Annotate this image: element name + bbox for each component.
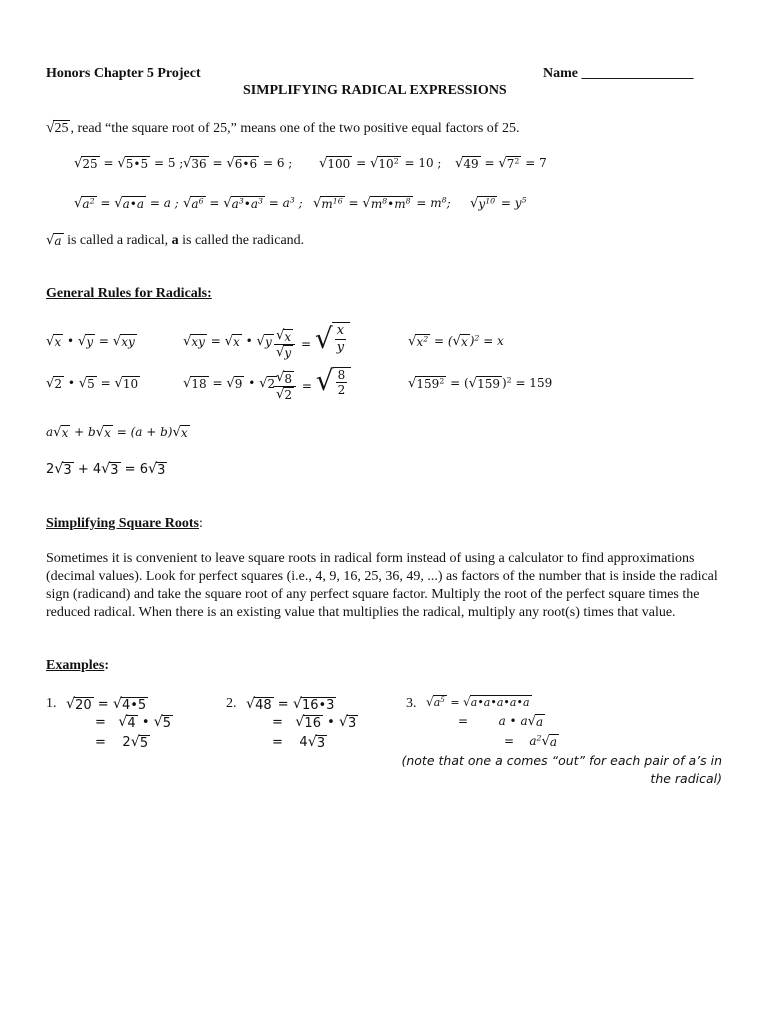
rule-product-example: √ 2 • √ 5 = √ 10 [46,376,139,392]
intro-sentence: , read “the square root of 25,” means one of the two positive equal factors of 25. [70,121,520,136]
rules-heading: General Rules for Radicals: [46,286,212,301]
rule-like-terms: a √ x + b √ x = (a + b) √ x [46,425,188,441]
ex-sqrt-a2: √ $a^2$ = √ a•a = a ; [74,196,179,212]
example-2-line-1: √ 48 = √ 16•3 [246,696,335,713]
rule-square: √ $x^2$ = ( √ x )$^2$ = x [408,333,504,350]
example-3-note-line-1: (note that one a comes “out” for each pair of a’s in [401,753,722,768]
example-2-line-3: = 4 √ 3 [272,734,326,751]
rule-like-terms-example: 2 √ 3 + 4 √ 3 = 6 √ 3 [46,461,166,478]
rule-quotient: √ x √ y = √ $\frac{x}{y}$ [272,322,350,361]
example-1-line-2: = √ 4 • √ 5 [95,714,172,731]
example-1-line-1: √ 20 = √ 4•5 [66,696,147,713]
ex-sqrt25: √ 25 = √ 5•5 = 5 ; [74,156,184,172]
example-3-line-1: √ $a^5$ = √ a•a•a•a•a [426,695,530,710]
rule-split-example: √ 18 = √ 9 • √ 2 [183,376,276,392]
ex-sqrt-m16: √ $m^{16}$ = √ $m^8•m^8$ = $m^8$; [313,195,451,212]
ex-sqrt49: √ 49 = √ $7^2$ = 7 [455,156,547,172]
example-3-line-3: = $a^2$ √ a [504,733,558,750]
intro-line [46,119,519,138]
example-1-line-3: = 2 √ 5 [95,734,149,751]
ex-sqrt-a6: √ $a^6$ = √ $a^3•a^3$ = $a^3$ ; [183,195,303,212]
simplifying-paragraph: Sometimes it is convenient to leave square roots in radical form instead of using a calculator to find approximations (decimal values). Look for perfect squares (i.e., 4, 9, 16, 25, 36, 49, ...) as factors of the number that is inside the radical sign (radicand) and take the square root of any perfect square factor. Multiply the root of the perfect square times the reduced radical. When there is an existing value that multiplies the radical, multiply any root(s) times that value. [46,551,718,620]
radical-definition: √ a is called a radical, a is called the radicand. [46,233,305,249]
example-3-number: 3. [406,696,417,711]
example-2-line-2: = √ 16 • √ 3 [272,714,357,731]
project-title: Honors Chapter 5 Project [46,66,201,81]
ex-sqrt100: √ 100 = √ $10^2$ = 10 ; [319,156,442,172]
sqrt-25: √ 25 [46,119,69,136]
sqrt-a: √ a [46,233,62,249]
rule-product: √ x • √ y = √ xy [46,334,135,350]
examples-heading: Examples: [46,658,110,673]
name-field-label: Name ________________ [543,66,694,81]
rule-quotient-example: √ 8 √ 2 = √ $\frac{8}{2}$ [272,364,351,403]
simplifying-heading: Simplifying Square Roots: [46,516,203,531]
ex-sqrt36: √ 36 = √ 6•6 = 6 ; [183,156,293,172]
page-title: SIMPLIFYING RADICAL EXPRESSIONS [243,83,507,98]
rule-split: √ xy = √ x • √ y [183,334,272,350]
example-3-note-line-2: the radical) [650,771,722,786]
rule-square-example: √ $159^2$ = ( √ 159 )$^2$ = 159 [408,375,553,392]
example-1-number: 1. [46,696,57,711]
ex-sqrt-y10: √ $y^{10}$ = $y^5$ [470,195,527,212]
example-2-number: 2. [226,696,237,711]
example-3-line-2: = a • a √ a [458,714,544,730]
examples-row-1 [74,156,183,172]
